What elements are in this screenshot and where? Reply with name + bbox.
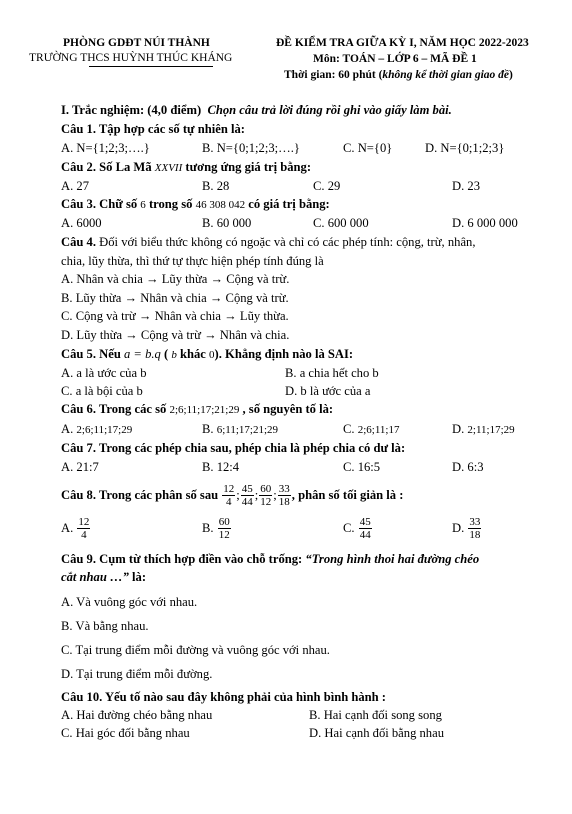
q8-option-c: C. $\frac{45}{44}$ (343, 515, 371, 541)
q5-option-b: B. a chia hết cho b (285, 366, 379, 380)
q4-option-b: B. Lũy thừa → Nhân và chia → Cộng và trừ. (61, 291, 289, 305)
q3-option-b: B. 60 000 (202, 216, 252, 230)
school-name: TRƯỜNG THCS HUỲNH THÚC KHÁNG (29, 52, 233, 64)
header-divider (89, 66, 213, 67)
q3-text: Câu 3. Chữ số 6 trong số 46 308 042 có giá trị bằng: (61, 197, 330, 211)
q2-option-d: D. 23 (452, 179, 480, 193)
q2-text: Câu 2. Số La Mã XXVII tương ứng giá trị bằng: (61, 160, 312, 174)
q8-fraction-1: $\frac{12}{4}$ (223, 482, 235, 508)
q9-option-a: A. Và vuông góc với nhau. (61, 595, 198, 609)
q9-option-d: D. Tại trung điểm mỗi đường. (61, 667, 213, 681)
department-name: PHÒNG GDĐT NÚI THÀNH (63, 37, 210, 49)
q8-option-d: D. $\frac{33}{18}$ (452, 515, 481, 541)
q6-option-d: D. 2;11;17;29 (452, 422, 515, 436)
q5-text: Câu 5. Nếu a = b.q ( b khác 0). Khẳng định nào là SAI: (61, 347, 354, 361)
q8-option-a: A. $\frac{12}{4}$ (61, 515, 90, 541)
q9-option-c: C. Tại trung điểm mỗi đường và vuông góc với nhau. (61, 643, 330, 657)
q10-option-c: C. Hai góc đối bằng nhau (61, 726, 190, 740)
q10-option-b: B. Hai cạnh đối song song (309, 708, 442, 722)
q6-option-c: C. 2;6;11;17 (343, 422, 400, 436)
q5-option-d: D. b là ước của a (285, 384, 371, 398)
q3-option-a: A. 6000 (61, 216, 102, 230)
q2-option-a: A. 27 (61, 179, 89, 193)
q4-text-line2: chia, lũy thừa, thì thứ tự thực hiện phép tính đúng là (61, 254, 324, 268)
q10-text: Câu 10. Yếu tố nào sau đây không phải của hình bình hành : (61, 690, 387, 704)
exam-subject: Môn: TOÁN – LỚP 6 – MÃ ĐỀ 1 (313, 53, 477, 65)
q9-text-line1: Câu 9. Cụm từ thích hợp điền vào chỗ trống: “Trong hình thoi hai đường chéo (61, 552, 480, 566)
q2-option-c: C. 29 (313, 179, 341, 193)
q5-option-c: C. a là bội của b (61, 384, 143, 398)
q8-option-b: B. $\frac{60}{12}$ (202, 515, 230, 541)
q8-fraction-2: $\frac{45}{44}$ (241, 482, 253, 508)
q7-option-b: B. 12:4 (202, 460, 240, 474)
q9-text-line2: cắt nhau …” là: (61, 570, 147, 584)
q10-option-a: A. Hai đường chéo bằng nhau (61, 708, 213, 722)
exam-time: Thời gian: 60 phút (không kể thời gian giao đề) (284, 69, 513, 81)
q5-option-a: A. a là ước của b (61, 366, 147, 380)
q7-option-c: C. 16:5 (343, 460, 381, 474)
q7-option-a: A. 21:7 (61, 460, 99, 474)
q8-fraction-4: $\frac{33}{18}$ (278, 482, 290, 508)
q9-option-b: B. Và bằng nhau. (61, 619, 149, 633)
exam-title: ĐỀ KIỂM TRA GIỮA KỲ I, NĂM HỌC 2022-2023 (276, 37, 529, 49)
q1-text: Câu 1. Tập hợp các số tự nhiên là: (61, 122, 245, 136)
q1-option-d: D. N={0;1;2;3} (425, 141, 505, 155)
q1-option-c: C. N={0} (343, 141, 393, 155)
q4-option-c: C. Cộng và trừ → Nhân và chia → Lũy thừa. (61, 309, 289, 323)
q8-fraction-3: $\frac{60}{12}$ (260, 482, 272, 508)
q10-option-d: D. Hai cạnh đối bằng nhau (309, 726, 444, 740)
section-title: I. Trắc nghiệm: (4,0 điểm) Chọn câu trả lời đúng rồi ghi vào giấy làm bài. (61, 103, 452, 117)
q4-option-a: A. Nhân và chia → Lũy thừa → Cộng và trừ. (61, 272, 290, 286)
q4-text-line1: Câu 4. Đối với biểu thức không có ngoặc và chỉ có các phép tính: cộng, trừ, nhân, (61, 235, 476, 249)
q2-option-b: B. 28 (202, 179, 230, 193)
q8-text: Câu 8. Trong các phân số sau $\frac{12}{4}$ ; $\frac{45}{44}$ ; $\frac{60}{12}$ ; $\frac{33}{18}$ , phân số tối giản là : (61, 482, 404, 508)
q6-text: Câu 6. Trong các số 2;6;11;17;21;29 , số nguyên tố là: (61, 402, 334, 416)
q6-option-b: B. 6;11;17;21;29 (202, 422, 279, 436)
q6-option-a: A. 2;6;11;17;29 (61, 422, 133, 436)
q4-option-d: D. Lũy thừa → Cộng và trừ → Nhân và chia. (61, 328, 290, 342)
q7-option-d: D. 6:3 (452, 460, 484, 474)
q3-option-d: D. 6 000 000 (452, 216, 518, 230)
q1-option-a: A. N={1;2;3;….} (61, 141, 150, 155)
q3-option-c: C. 600 000 (313, 216, 369, 230)
q7-text: Câu 7. Trong các phép chia sau, phép chia là phép chia có dư là: (61, 441, 406, 455)
q1-option-b: B. N={0;1;2;3;….} (202, 141, 300, 155)
